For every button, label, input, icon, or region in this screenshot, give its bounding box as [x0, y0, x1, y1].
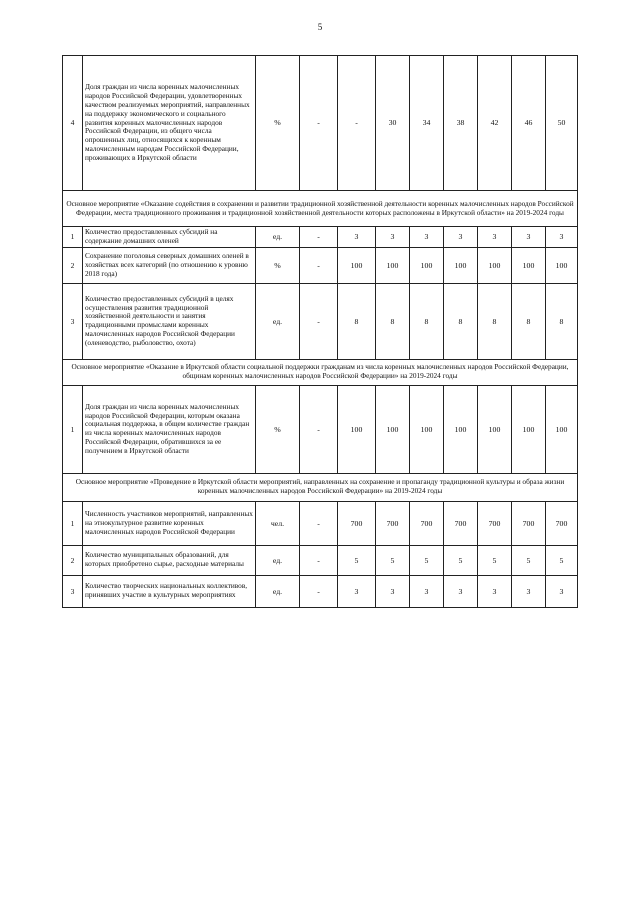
unit-cell: чел.	[256, 501, 300, 545]
row-number: 2	[63, 247, 83, 283]
value-cell: 3	[410, 575, 444, 607]
value-cell: 38	[444, 56, 478, 191]
row-number: 4	[63, 56, 83, 191]
section-row	[63, 359, 578, 385]
indicator-name: Количество муниципальных образований, для которых приобретено сырье, расходные материалы	[83, 545, 256, 575]
value-cell: 5	[512, 545, 546, 575]
value-cell: 700	[546, 501, 578, 545]
value-cell: 100	[376, 247, 410, 283]
row-number: 1	[63, 385, 83, 473]
value-cell: 42	[478, 56, 512, 191]
value-cell: 100	[410, 247, 444, 283]
value-cell: 8	[376, 283, 410, 359]
value-cell: -	[300, 385, 338, 473]
row-number: 1	[63, 227, 83, 248]
value-cell: 34	[410, 56, 444, 191]
value-cell: -	[300, 575, 338, 607]
table-row	[63, 385, 578, 473]
value-cell: 100	[444, 247, 478, 283]
value-cell: 8	[478, 283, 512, 359]
value-cell: 3	[376, 227, 410, 248]
value-cell: 100	[376, 385, 410, 473]
unit-cell: ед.	[256, 575, 300, 607]
value-cell: 100	[512, 385, 546, 473]
value-cell: 700	[338, 501, 376, 545]
value-cell: 3	[546, 227, 578, 248]
unit-cell: ед.	[256, 227, 300, 248]
value-cell: 50	[546, 56, 578, 191]
indicator-name: Численность участников мероприятий, направленных на этнокультурное развитие коренных малочисленных народов Российской Федерации	[83, 501, 256, 545]
value-cell: 8	[410, 283, 444, 359]
value-cell: -	[300, 283, 338, 359]
table-row	[63, 56, 578, 191]
value-cell: 5	[478, 545, 512, 575]
value-cell: 3	[376, 575, 410, 607]
value-cell: 700	[444, 501, 478, 545]
value-cell: -	[300, 56, 338, 191]
value-cell: 8	[512, 283, 546, 359]
unit-cell: %	[256, 247, 300, 283]
value-cell: 700	[410, 501, 444, 545]
value-cell: 700	[376, 501, 410, 545]
value-cell: 100	[512, 247, 546, 283]
value-cell: 5	[444, 545, 478, 575]
value-cell: 700	[512, 501, 546, 545]
value-cell: -	[300, 545, 338, 575]
value-cell: 8	[546, 283, 578, 359]
value-cell: 3	[478, 575, 512, 607]
unit-cell: %	[256, 56, 300, 191]
value-cell: 5	[338, 545, 376, 575]
indicator-name: Количество предоставленных субсидий на содержание домашних оленей	[83, 227, 256, 248]
value-cell: 3	[546, 575, 578, 607]
value-cell: 100	[478, 247, 512, 283]
indicator-name: Сохранение поголовья северных домашних оленей в хозяйствах всех категорий (по отношению к уровню 2018 года)	[83, 247, 256, 283]
table-row	[63, 501, 578, 545]
unit-cell: ед.	[256, 283, 300, 359]
unit-cell: ед.	[256, 545, 300, 575]
row-number: 3	[63, 575, 83, 607]
indicator-name: Доля граждан из числа коренных малочисленных народов Российской Федерации, удовлетворенных качеством реализуемых мероприятий, направленных на поддержку экономического и социального развития коренных малочисленных народов Российской Федерации, из общего числа опрошенных лиц, относящихся к коренным малочисленным народам Российской Федерации, проживающих в Иркутской области	[83, 56, 256, 191]
value-cell: 3	[338, 575, 376, 607]
indicators-table	[62, 55, 578, 608]
table-row	[63, 545, 578, 575]
value-cell: 3	[444, 227, 478, 248]
value-cell: 3	[478, 227, 512, 248]
value-cell: 8	[444, 283, 478, 359]
value-cell: 5	[410, 545, 444, 575]
value-cell: 3	[512, 227, 546, 248]
value-cell: 3	[410, 227, 444, 248]
value-cell: -	[338, 56, 376, 191]
section-title: Основное мероприятие «Оказание содействия в сохранении и развитии традиционной хозяйственной деятельности коренных малочисленных народов Российской Федерации, места традиционного проживания и традиционной хозяйственной деятельности которых расположены в Иркутской области» на 2019-2024 годы	[63, 191, 578, 227]
indicator-name: Количество творческих национальных коллективов, принявших участие в культурных мероприятиях	[83, 575, 256, 607]
value-cell: 100	[338, 385, 376, 473]
unit-cell: %	[256, 385, 300, 473]
row-number: 2	[63, 545, 83, 575]
table-row	[63, 283, 578, 359]
value-cell: 5	[376, 545, 410, 575]
value-cell: -	[300, 501, 338, 545]
value-cell: 100	[410, 385, 444, 473]
row-number: 3	[63, 283, 83, 359]
value-cell: -	[300, 227, 338, 248]
value-cell: 46	[512, 56, 546, 191]
value-cell: 3	[444, 575, 478, 607]
value-cell: 5	[546, 545, 578, 575]
value-cell: 100	[338, 247, 376, 283]
indicator-name: Доля граждан из числа коренных малочисленных народов Российской Федерации, которым оказана социальная поддержка, в общем количестве граждан из числа коренных малочисленных народов Российской Федерации, обратившихся за ее получением в Иркутской области	[83, 385, 256, 473]
page-number: 5	[317, 22, 323, 32]
table-row	[63, 247, 578, 283]
value-cell: 8	[338, 283, 376, 359]
table-row	[63, 227, 578, 248]
value-cell: 700	[478, 501, 512, 545]
value-cell: 100	[546, 247, 578, 283]
value-cell: -	[300, 247, 338, 283]
value-cell: 100	[444, 385, 478, 473]
section-row	[63, 473, 578, 501]
value-cell: 3	[338, 227, 376, 248]
value-cell: 100	[546, 385, 578, 473]
value-cell: 30	[376, 56, 410, 191]
section-title: Основное мероприятие «Оказание в Иркутской области социальной поддержки гражданам из числа коренных малочисленных народов Российской Федерации, общинам коренных малочисленных народов Российской Федерации» на 2019-2024 годы	[63, 359, 578, 385]
value-cell: 100	[478, 385, 512, 473]
section-title: Основное мероприятие «Проведение в Иркутской области мероприятий, направленных на сохранение и пропаганду традиционной культуры и образа жизни коренных малочисленных народов Российской Федерации» на 2019-2024 годы	[63, 473, 578, 501]
section-row	[63, 191, 578, 227]
indicator-name: Количество предоставленных субсидий в целях осуществления развития традиционной хозяйственной деятельности и занятия традиционными промыслами коренных малочисленных народов Российской Федерации (оленеводство, рыболовство, охота)	[83, 283, 256, 359]
table-row	[63, 575, 578, 607]
value-cell: 3	[512, 575, 546, 607]
row-number: 1	[63, 501, 83, 545]
